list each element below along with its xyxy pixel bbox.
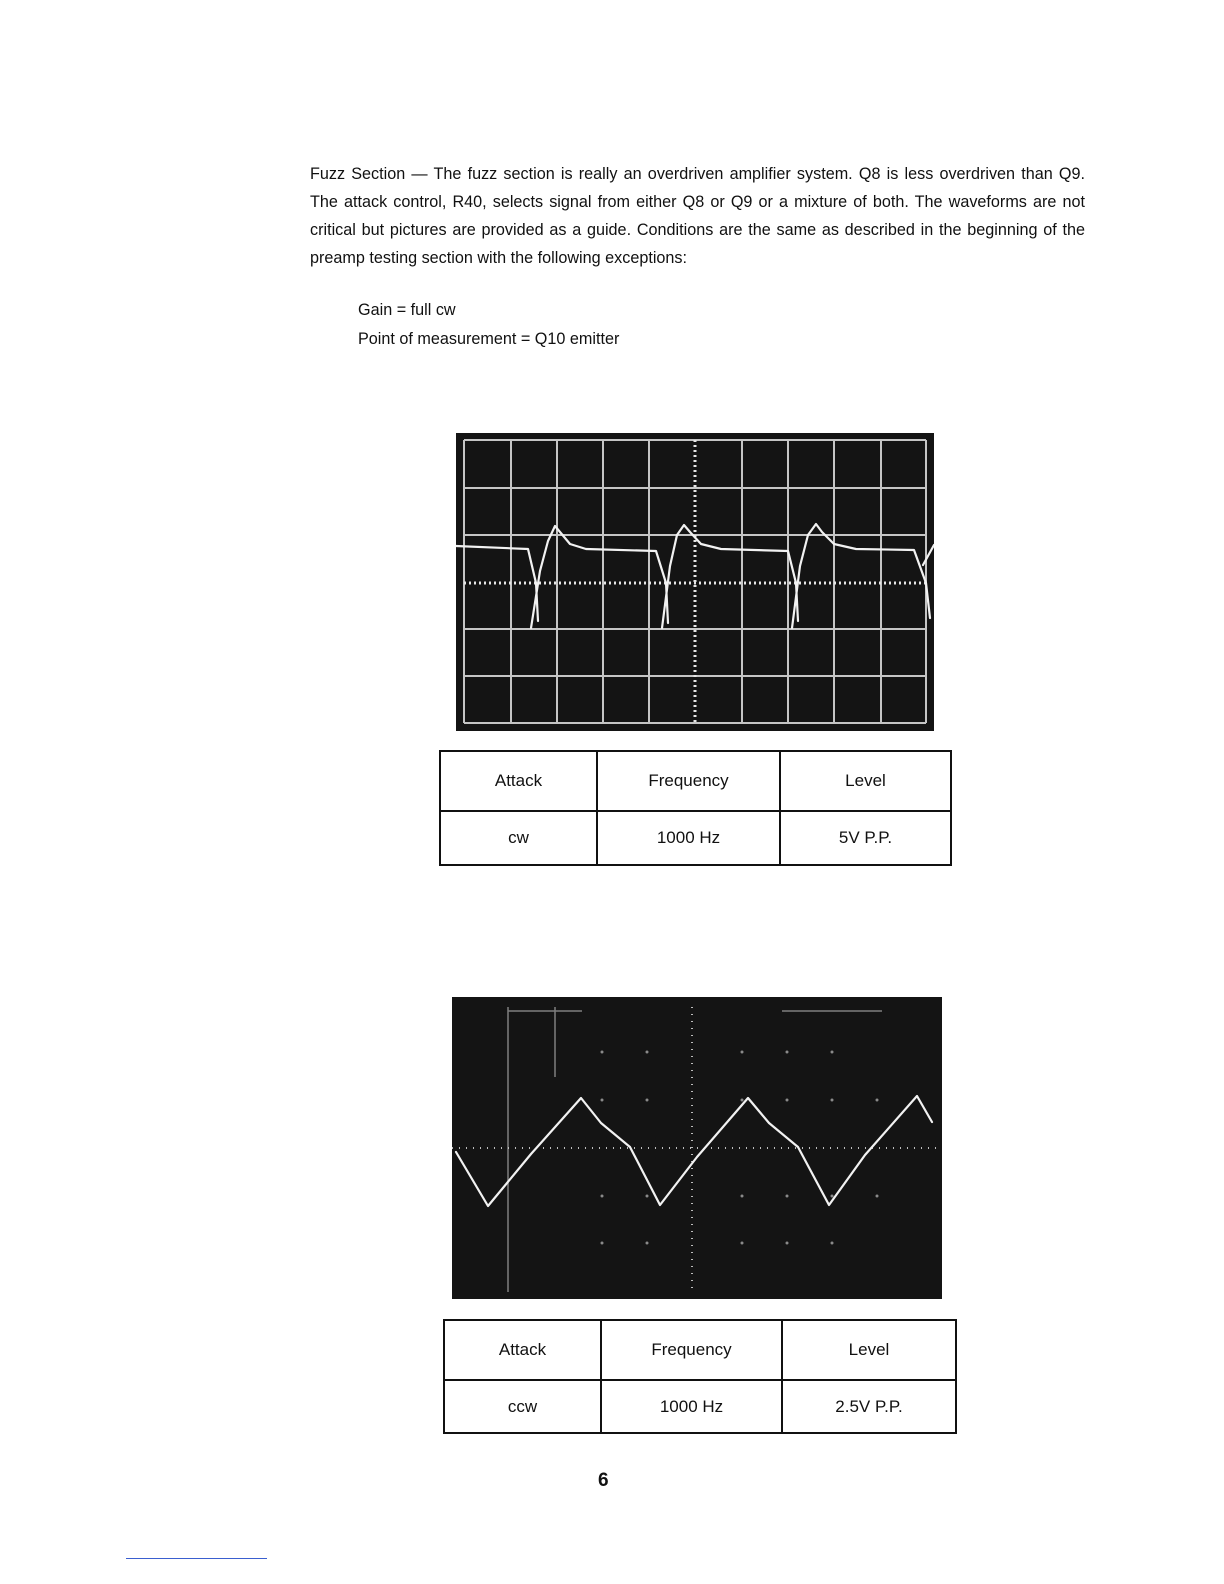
oscilloscope-photo-2 [452, 997, 942, 1299]
gain-condition: Gain = full cw [358, 301, 456, 319]
level-header: Level [782, 1320, 956, 1380]
frequency-value: 1000 Hz [601, 1380, 782, 1433]
frequency-header: Frequency [601, 1320, 782, 1380]
measurement-point-condition: Point of measurement = Q10 emitter [358, 330, 620, 348]
attack-value: cw [440, 811, 597, 865]
attack-value: ccw [444, 1380, 601, 1433]
level-header: Level [780, 751, 951, 811]
footnote-rule [126, 1558, 267, 1559]
frequency-value: 1000 Hz [597, 811, 780, 865]
level-value: 5V P.P. [780, 811, 951, 865]
attack-header: Attack [444, 1320, 601, 1380]
frequency-header: Frequency [597, 751, 780, 811]
attack-header: Attack [440, 751, 597, 811]
body-paragraph: Fuzz Section — The fuzz section is really an overdriven amplifier system. Q8 is less overdriven than Q9. The attack control, R40, selects signal from either Q8 or Q9 or a mixture of both. The waveforms are not critical but pictures are provided as a guide. Conditions are the same as described in the beginning of the preamp testing section with the following exceptions: [310, 165, 1085, 267]
measurement-table-2 [443, 1319, 957, 1434]
page-number: 6 [598, 1470, 609, 1491]
oscilloscope-photo-1 [456, 433, 934, 731]
measurement-table-1 [439, 750, 952, 866]
level-value: 2.5V P.P. [782, 1380, 956, 1433]
